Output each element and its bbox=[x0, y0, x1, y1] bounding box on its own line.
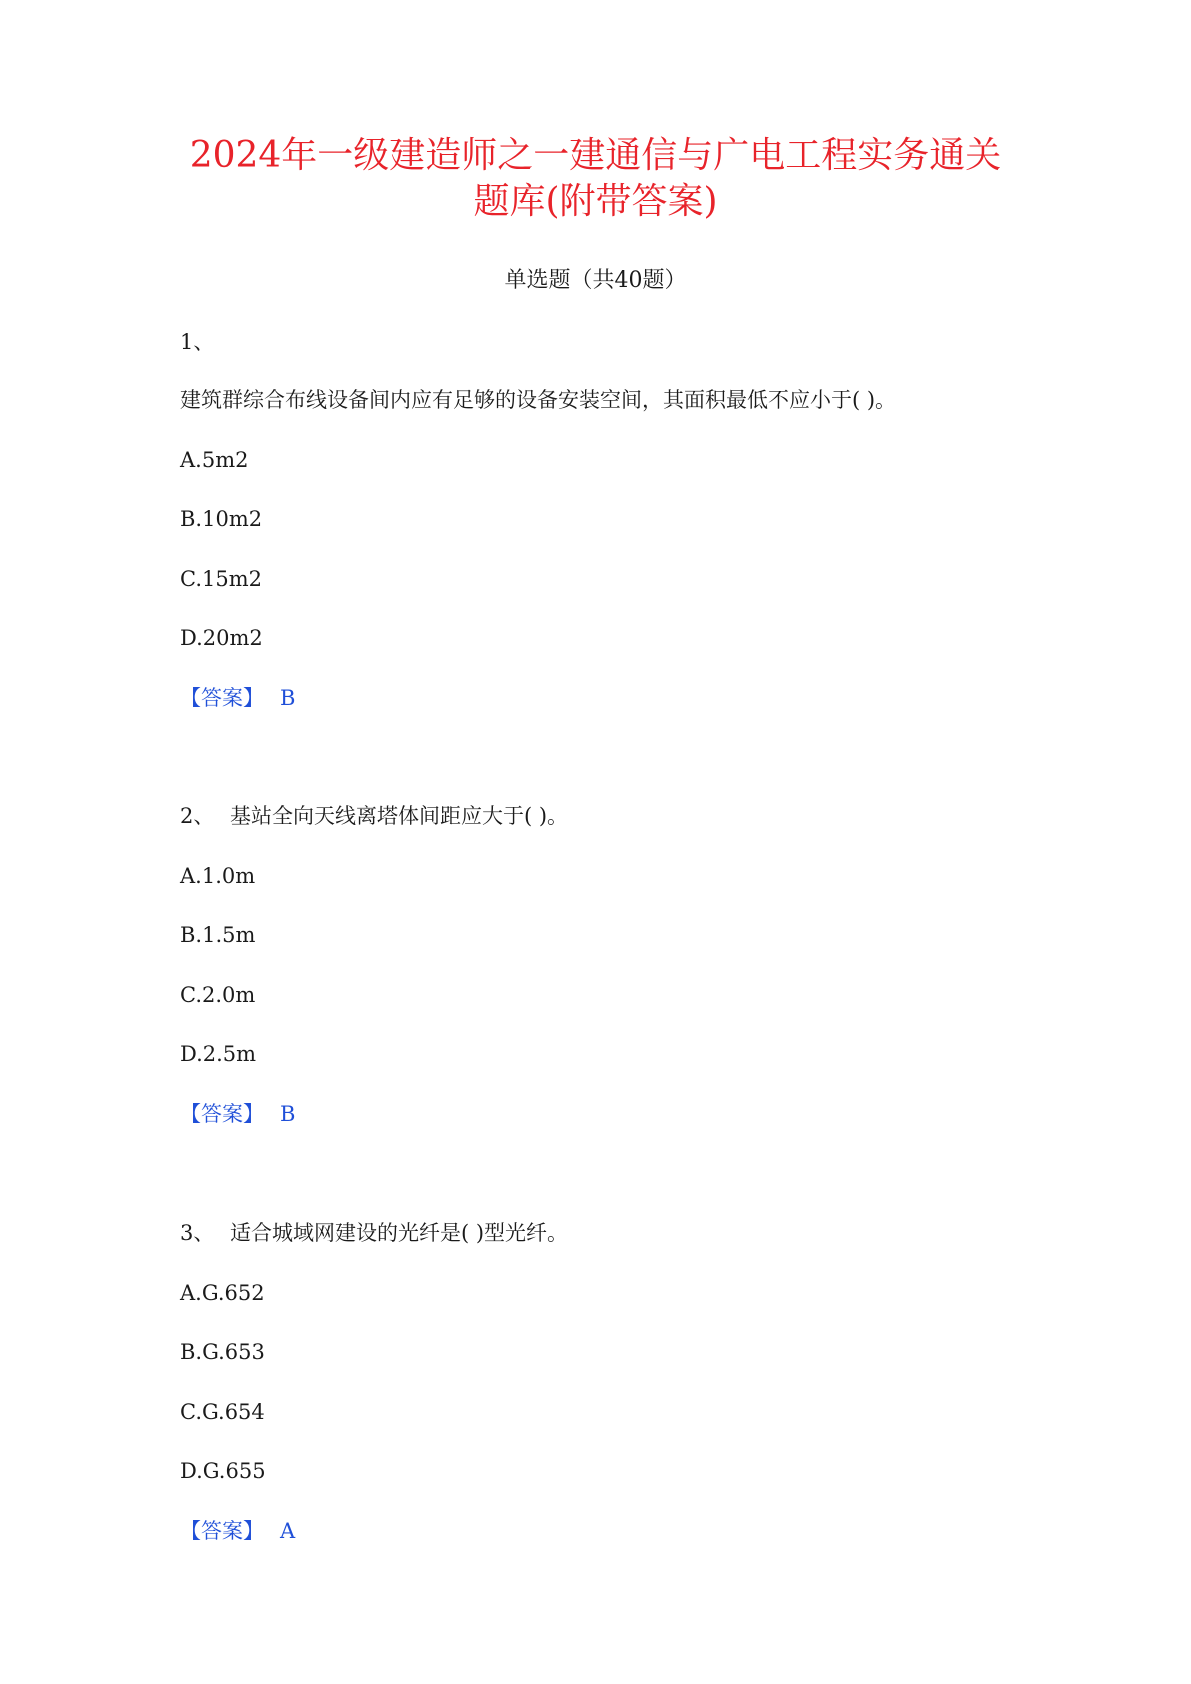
question-3 bbox=[180, 1219, 568, 1247]
answer-value: B bbox=[280, 1102, 296, 1126]
question-3-option-d: D.G.655 bbox=[180, 1459, 266, 1483]
question-2-number: 2、 bbox=[180, 804, 215, 828]
question-2-option-b: B.1.5m bbox=[180, 923, 256, 947]
question-3-number: 3、 bbox=[180, 1221, 215, 1245]
question-3-stem: 适合城域网建设的光纤是( )型光纤。 bbox=[230, 1221, 569, 1245]
answer-value: A bbox=[280, 1519, 296, 1543]
question-1-option-d: D.20m2 bbox=[180, 626, 263, 650]
question-1-answer bbox=[180, 684, 295, 712]
question-1-option-a: A.5m2 bbox=[180, 448, 249, 472]
document-title-line-1: 2024年一级建造师之一建通信与广电工程实务通关 bbox=[189, 135, 1002, 176]
question-3-answer bbox=[180, 1517, 295, 1545]
question-3-option-b: B.G.653 bbox=[180, 1340, 265, 1364]
question-3-option-a: A.G.652 bbox=[180, 1281, 265, 1305]
question-1-option-c: C.15m2 bbox=[180, 567, 262, 591]
question-3-option-c: C.G.654 bbox=[180, 1400, 265, 1424]
document-title-line-2: 题库(附带答案) bbox=[473, 181, 718, 222]
question-2-stem: 基站全向天线离塔体间距应大于( )。 bbox=[230, 804, 569, 828]
question-1-option-b: B.10m2 bbox=[180, 507, 263, 531]
question-2-option-a: A.1.0m bbox=[180, 864, 256, 888]
answer-label: 【答案】 bbox=[180, 1102, 264, 1126]
question-2-option-d: D.2.5m bbox=[180, 1042, 257, 1066]
question-2-answer bbox=[180, 1100, 295, 1128]
question-2-option-c: C.2.0m bbox=[180, 983, 256, 1007]
question-1-number: 1、 bbox=[180, 330, 215, 354]
question-1-stem: 建筑群综合布线设备间内应有足够的设备安装空间，其面积最低不应小于( )。 bbox=[180, 388, 897, 412]
answer-label: 【答案】 bbox=[180, 1519, 264, 1543]
question-2 bbox=[180, 802, 568, 830]
section-heading: 单选题（共40题） bbox=[504, 268, 687, 293]
answer-label: 【答案】 bbox=[180, 686, 264, 710]
answer-value: B bbox=[280, 686, 296, 710]
